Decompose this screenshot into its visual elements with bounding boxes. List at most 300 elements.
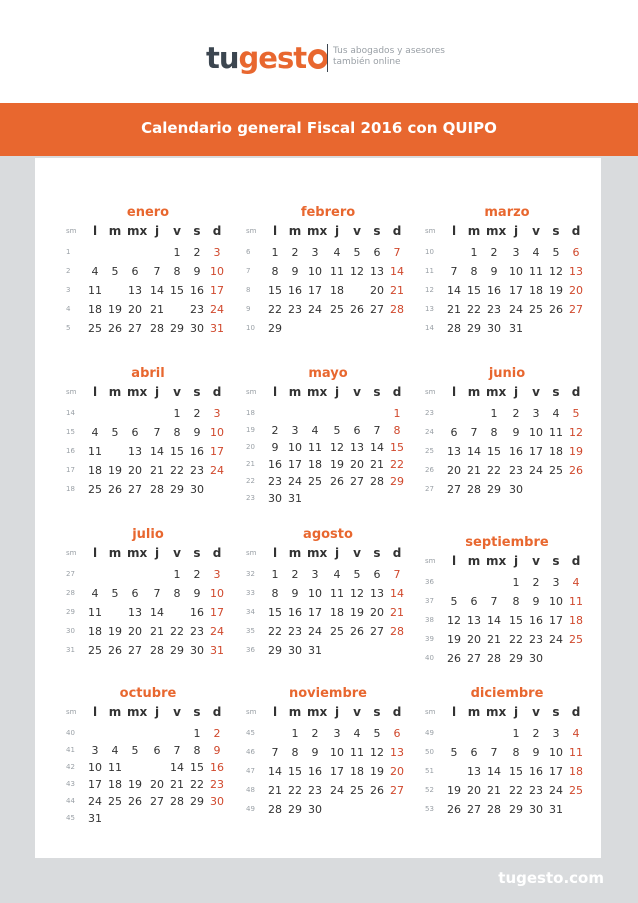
week-number: 31 (66, 646, 75, 654)
day-cell: 17 (88, 778, 102, 791)
week-number: 22 (246, 477, 255, 485)
day-cell: 3 (311, 568, 319, 581)
weekday-header: j (513, 554, 519, 568)
weekday-header: l (92, 224, 98, 238)
weekday-header: l (451, 554, 457, 568)
day-cell: 29 (170, 322, 184, 335)
day-cell: 7 (490, 595, 498, 608)
week-number: 24 (425, 428, 434, 436)
month-marzo (427, 205, 595, 355)
day-cell: 6 (572, 246, 580, 259)
day-cell: 8 (512, 595, 520, 608)
tagline-line-1: Tus abogados y asesores (333, 46, 445, 56)
day-cell: 20 (370, 606, 384, 619)
day-cell: 20 (569, 284, 583, 297)
week-number: 36 (246, 646, 255, 654)
day-cell: 6 (131, 587, 139, 600)
weekday-header: s (193, 224, 201, 238)
week-number: 23 (246, 494, 255, 502)
day-cell: 26 (447, 803, 461, 816)
day-cell: 9 (291, 587, 299, 600)
day-cell: 9 (532, 595, 540, 608)
week-number: 18 (246, 409, 255, 417)
day-cell: 11 (88, 606, 102, 619)
day-cell: 26 (350, 303, 364, 316)
day-cell: 31 (308, 644, 322, 657)
day-cell: 22 (190, 778, 204, 791)
day-cell: 11 (88, 284, 102, 297)
day-cell: 8 (490, 426, 498, 439)
day-cell: 10 (210, 587, 224, 600)
week-number: 27 (425, 485, 434, 493)
day-cell: 27 (447, 483, 461, 496)
weekday-header: d (212, 705, 222, 719)
week-number: 14 (425, 324, 434, 332)
day-cell: 20 (128, 625, 142, 638)
day-cell: 5 (450, 595, 458, 608)
month-enero (68, 205, 236, 355)
day-cell: 1 (393, 407, 401, 420)
week-number-header: sm (246, 549, 257, 557)
day-cell: 29 (509, 652, 523, 665)
highlighted-day: 13 (150, 761, 164, 774)
weekday-header: m (467, 385, 481, 399)
day-cell: 13 (467, 765, 481, 778)
day-cell: 30 (190, 644, 204, 657)
day-cell: 22 (268, 625, 282, 638)
month-diciembre (427, 686, 595, 836)
day-cell: 5 (572, 407, 580, 420)
day-cell: 23 (288, 625, 302, 638)
tagline-line-2: también online (333, 57, 401, 67)
weekday-header: v (532, 224, 540, 238)
day-cell: 10 (549, 595, 563, 608)
weekday-header: v (353, 546, 361, 560)
week-number-header: sm (425, 557, 436, 565)
week-number: 40 (425, 654, 434, 662)
day-cell: 26 (128, 795, 142, 808)
weekday-header: l (451, 224, 457, 238)
day-cell: 16 (190, 284, 204, 297)
month-noviembre (248, 686, 416, 836)
week-number: 2 (66, 267, 71, 275)
day-cell: 3 (291, 424, 299, 437)
day-cell: 28 (487, 803, 501, 816)
day-cell: 15 (509, 614, 523, 627)
day-cell: 13 (128, 445, 142, 458)
day-cell: 8 (173, 265, 181, 278)
day-cell: 1 (193, 727, 201, 740)
day-cell: 30 (529, 803, 543, 816)
day-cell: 3 (552, 576, 560, 589)
week-number: 43 (66, 780, 75, 788)
day-cell: 25 (88, 322, 102, 335)
day-cell: 24 (529, 464, 543, 477)
day-cell: 29 (467, 322, 481, 335)
day-cell: 4 (91, 587, 99, 600)
weekday-header: m (288, 705, 302, 719)
day-cell: 24 (308, 625, 322, 638)
weekday-header: l (92, 705, 98, 719)
week-number-header: sm (425, 227, 436, 235)
weekday-header: v (353, 705, 361, 719)
day-cell: 18 (569, 614, 583, 627)
day-cell: 29 (509, 803, 523, 816)
day-cell: 2 (193, 246, 201, 259)
day-cell: 11 (549, 426, 563, 439)
week-number: 53 (425, 805, 434, 813)
day-cell: 7 (153, 587, 161, 600)
day-cell: 7 (393, 568, 401, 581)
day-cell: 23 (509, 464, 523, 477)
week-number: 39 (425, 635, 434, 643)
day-cell: 15 (509, 765, 523, 778)
day-cell: 21 (447, 303, 461, 316)
day-cell: 6 (393, 727, 401, 740)
day-cell: 7 (490, 746, 498, 759)
day-cell: 19 (447, 784, 461, 797)
weekday-header: d (212, 385, 222, 399)
week-number: 18 (66, 485, 75, 493)
day-cell: 30 (268, 492, 282, 505)
weekday-header: l (272, 385, 278, 399)
day-cell: 11 (108, 761, 122, 774)
weekday-header: d (571, 224, 581, 238)
day-cell: 30 (190, 322, 204, 335)
day-cell: 5 (552, 246, 560, 259)
weekday-header: s (373, 385, 381, 399)
day-cell: 15 (467, 284, 481, 297)
week-number-header: sm (425, 388, 436, 396)
day-cell: 20 (467, 633, 481, 646)
day-cell: 13 (370, 265, 384, 278)
week-number: 11 (425, 267, 434, 275)
day-cell: 18 (308, 458, 322, 471)
weekday-header: j (154, 546, 160, 560)
day-cell: 17 (210, 445, 224, 458)
day-cell: 3 (213, 246, 221, 259)
day-cell: 19 (350, 606, 364, 619)
month-name: junio (488, 366, 526, 381)
weekday-header: j (334, 224, 340, 238)
day-cell: 11 (569, 746, 583, 759)
day-cell: 5 (111, 587, 119, 600)
day-cell: 20 (467, 784, 481, 797)
month-name: octubre (119, 686, 177, 701)
week-number-header: sm (246, 227, 257, 235)
day-cell: 18 (330, 284, 344, 297)
weekday-header: m (108, 224, 122, 238)
day-cell: 9 (532, 746, 540, 759)
day-cell: 18 (549, 445, 563, 458)
day-cell: 29 (487, 483, 501, 496)
weekday-header: d (571, 554, 581, 568)
weekday-header: d (212, 224, 222, 238)
weekday-header: mx (486, 224, 507, 238)
week-number-header: sm (66, 227, 77, 235)
day-cell: 13 (569, 265, 583, 278)
day-cell: 16 (308, 765, 322, 778)
weekday-header: m (288, 385, 302, 399)
day-cell: 25 (330, 303, 344, 316)
day-cell: 15 (487, 445, 501, 458)
day-cell: 10 (308, 587, 322, 600)
day-cell: 16 (509, 445, 523, 458)
day-cell: 13 (350, 441, 364, 454)
week-number: 15 (66, 428, 75, 436)
day-cell: 14 (370, 441, 384, 454)
day-cell: 28 (390, 625, 404, 638)
day-cell: 2 (490, 246, 498, 259)
month-name: agosto (303, 527, 353, 542)
day-cell: 18 (350, 765, 364, 778)
day-cell: 16 (190, 445, 204, 458)
day-cell: 4 (552, 407, 560, 420)
week-number: 10 (425, 248, 434, 256)
day-cell: 27 (370, 303, 384, 316)
day-cell: 23 (190, 303, 204, 316)
day-cell: 18 (529, 284, 543, 297)
day-cell: 25 (350, 784, 364, 797)
day-cell: 10 (549, 746, 563, 759)
day-cell: 3 (91, 744, 99, 757)
day-cell: 10 (210, 265, 224, 278)
weekday-header: d (392, 705, 402, 719)
day-cell: 30 (210, 795, 224, 808)
month-name: julio (132, 527, 164, 542)
day-cell: 7 (173, 744, 181, 757)
weekday-header: d (571, 385, 581, 399)
day-cell: 31 (210, 322, 224, 335)
day-cell: 30 (288, 644, 302, 657)
day-cell: 18 (330, 606, 344, 619)
day-cell: 22 (268, 303, 282, 316)
day-cell: 30 (487, 322, 501, 335)
day-cell: 23 (190, 464, 204, 477)
day-cell: 15 (190, 761, 204, 774)
weekday-header: v (173, 705, 181, 719)
week-number: 17 (66, 466, 75, 474)
day-cell: 18 (88, 303, 102, 316)
weekday-header: mx (486, 554, 507, 568)
day-cell: 31 (210, 644, 224, 657)
day-cell: 23 (529, 633, 543, 646)
day-cell: 15 (170, 284, 184, 297)
day-cell: 10 (88, 761, 102, 774)
day-cell: 6 (373, 568, 381, 581)
weekday-header: mx (307, 385, 328, 399)
weekday-header: d (392, 546, 402, 560)
day-cell: 1 (173, 568, 181, 581)
week-number: 45 (246, 729, 255, 737)
day-cell: 22 (288, 784, 302, 797)
day-cell: 19 (330, 458, 344, 471)
day-cell: 26 (549, 303, 563, 316)
day-cell: 1 (512, 727, 520, 740)
day-cell: 5 (373, 727, 381, 740)
month-name: mayo (308, 366, 348, 381)
day-cell: 4 (91, 265, 99, 278)
day-cell: 26 (330, 475, 344, 488)
weekday-header: s (373, 224, 381, 238)
day-cell: 15 (268, 606, 282, 619)
day-cell: 2 (291, 246, 299, 259)
footer-link[interactable]: tugesto.com (498, 869, 604, 887)
day-cell: 8 (173, 587, 181, 600)
day-cell: 27 (350, 475, 364, 488)
weekday-header: m (467, 554, 481, 568)
weekday-header: mx (307, 705, 328, 719)
day-cell: 28 (467, 483, 481, 496)
day-cell: 24 (288, 475, 302, 488)
day-cell: 7 (450, 265, 458, 278)
week-number: 37 (425, 597, 434, 605)
month-name: enero (126, 205, 170, 220)
month-name: febrero (300, 205, 356, 220)
weekday-header: v (173, 385, 181, 399)
day-cell: 4 (532, 246, 540, 259)
day-cell: 24 (330, 784, 344, 797)
day-cell: 2 (532, 727, 540, 740)
week-number: 50 (425, 748, 434, 756)
day-cell: 1 (271, 568, 279, 581)
weekday-header: v (173, 546, 181, 560)
logo-text (206, 38, 306, 78)
day-cell: 20 (370, 284, 384, 297)
day-cell: 29 (268, 644, 282, 657)
day-cell: 26 (447, 652, 461, 665)
weekday-header: mx (486, 705, 507, 719)
day-cell: 24 (210, 625, 224, 638)
day-cell: 30 (190, 483, 204, 496)
month-name: septiembre (465, 535, 549, 550)
highlighted-day: 12 (108, 284, 122, 297)
month-septiembre (427, 527, 595, 677)
day-cell: 10 (330, 746, 344, 759)
day-cell: 17 (288, 458, 302, 471)
day-cell: 30 (509, 483, 523, 496)
day-cell: 18 (108, 778, 122, 791)
day-cell: 12 (549, 265, 563, 278)
day-cell: 18 (569, 765, 583, 778)
day-cell: 8 (193, 744, 201, 757)
week-number: 5 (66, 324, 71, 332)
day-cell: 19 (447, 633, 461, 646)
weekday-header: m (467, 705, 481, 719)
day-cell: 11 (308, 441, 322, 454)
weekday-header: mx (127, 705, 148, 719)
day-cell: 27 (128, 322, 142, 335)
day-cell: 28 (150, 483, 164, 496)
day-cell: 15 (170, 445, 184, 458)
weekday-header: s (193, 546, 201, 560)
day-cell: 28 (150, 322, 164, 335)
week-number: 52 (425, 786, 434, 794)
day-cell: 4 (572, 576, 580, 589)
month-name: abril (131, 366, 165, 381)
day-cell: 6 (131, 265, 139, 278)
day-cell: 3 (512, 246, 520, 259)
weekday-header: m (288, 224, 302, 238)
day-cell: 10 (308, 265, 322, 278)
day-cell: 18 (88, 464, 102, 477)
day-cell: 16 (529, 765, 543, 778)
day-cell: 8 (173, 426, 181, 439)
day-cell: 21 (150, 625, 164, 638)
page-title: Calendario general Fiscal 2016 con QUIPO (141, 119, 497, 137)
day-cell: 23 (190, 625, 204, 638)
day-cell: 2 (311, 727, 319, 740)
day-cell: 8 (271, 265, 279, 278)
day-cell: 21 (390, 606, 404, 619)
weekday-header: j (334, 705, 340, 719)
weekday-header: j (334, 385, 340, 399)
day-cell: 6 (353, 424, 361, 437)
day-cell: 8 (291, 746, 299, 759)
day-cell: 19 (370, 765, 384, 778)
day-cell: 15 (390, 441, 404, 454)
day-cell: 23 (487, 303, 501, 316)
day-cell: 4 (91, 426, 99, 439)
month-abril (68, 366, 236, 516)
day-cell: 23 (288, 303, 302, 316)
week-number-header: sm (246, 388, 257, 396)
day-cell: 29 (288, 803, 302, 816)
weekday-header: s (373, 546, 381, 560)
weekday-header: s (552, 554, 560, 568)
day-cell: 1 (173, 407, 181, 420)
day-cell: 14 (467, 445, 481, 458)
day-cell: 25 (549, 464, 563, 477)
day-cell: 24 (210, 303, 224, 316)
day-cell: 31 (88, 812, 102, 825)
day-cell: 20 (150, 778, 164, 791)
day-cell: 2 (291, 568, 299, 581)
day-cell: 9 (311, 746, 319, 759)
day-cell: 5 (111, 426, 119, 439)
week-number: 40 (66, 729, 75, 737)
day-cell: 26 (108, 483, 122, 496)
day-cell: 7 (470, 426, 478, 439)
week-number: 13 (425, 305, 434, 313)
day-cell: 12 (350, 265, 364, 278)
day-cell: 4 (311, 424, 319, 437)
week-number: 42 (66, 763, 75, 771)
logo-tu: tu (206, 41, 239, 75)
day-cell: 12 (569, 426, 583, 439)
day-cell: 5 (450, 746, 458, 759)
weekday-header: s (552, 705, 560, 719)
day-cell: 9 (490, 265, 498, 278)
week-number: 16 (66, 447, 75, 455)
day-cell: 20 (390, 765, 404, 778)
day-cell: 27 (128, 483, 142, 496)
day-cell: 7 (393, 246, 401, 259)
week-number: 25 (425, 447, 434, 455)
day-cell: 9 (213, 744, 221, 757)
tagline (333, 46, 445, 68)
day-cell: 27 (569, 303, 583, 316)
week-number-header: sm (66, 388, 77, 396)
week-number: 35 (246, 627, 255, 635)
day-cell: 9 (271, 441, 279, 454)
day-cell: 12 (330, 441, 344, 454)
day-cell: 9 (512, 426, 520, 439)
day-cell: 3 (213, 407, 221, 420)
weekday-header: m (467, 224, 481, 238)
weekday-header: j (334, 546, 340, 560)
weekday-header: m (288, 546, 302, 560)
